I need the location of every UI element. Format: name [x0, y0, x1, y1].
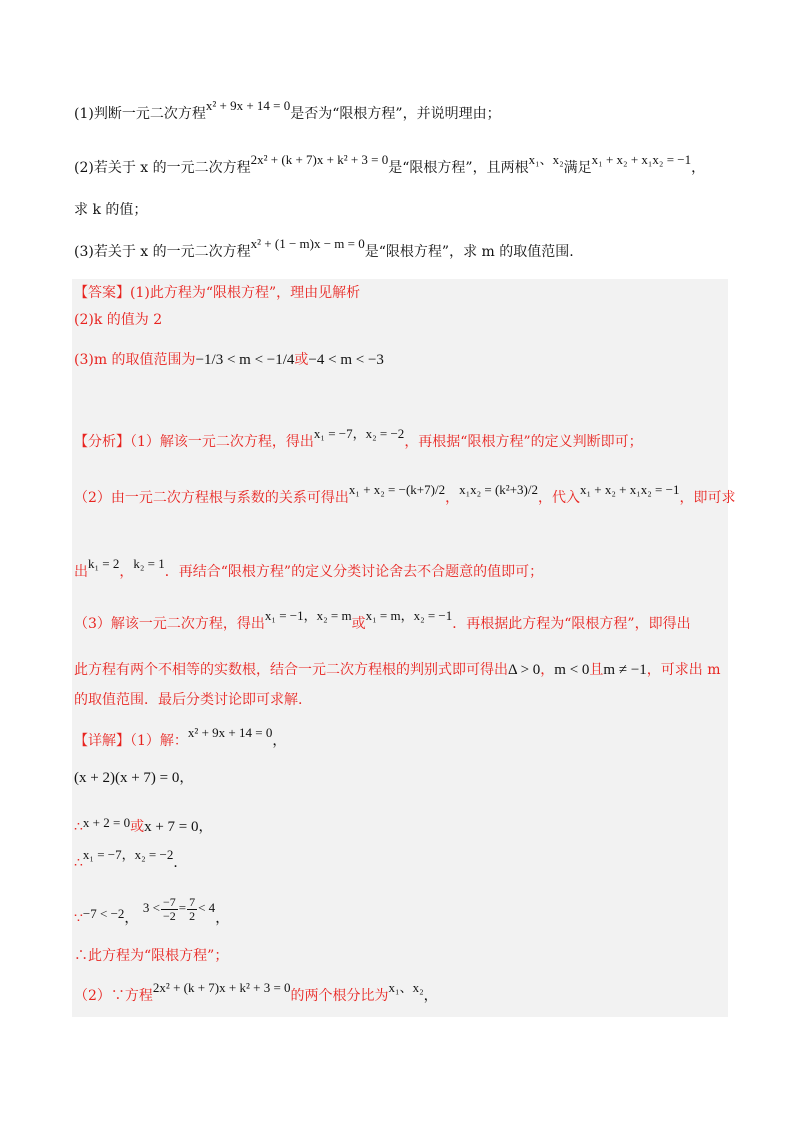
- math-equation: x² + (1 − m)x − m = 0: [250, 236, 365, 251]
- math-condition: x₁ + x₂ + x₁x₂ = −1: [591, 152, 692, 167]
- math-equation: x + 7 = 0: [144, 819, 199, 835]
- question-2: [74, 152, 740, 178]
- math-roots: x₁、x₂: [528, 152, 564, 167]
- analysis-2: [74, 482, 740, 508]
- analysis-text: ，: [445, 490, 460, 506]
- therefore-symbol: ∴: [74, 855, 83, 871]
- math-inequality: −4 < m < −3: [308, 352, 384, 368]
- math-inequality: −7 < −2: [82, 906, 125, 922]
- math-equation: x² + 9x + 14 = 0: [187, 725, 273, 740]
- analysis-3: [74, 556, 740, 582]
- analysis-6: 的取值范围．最后分类讨论即可求解.: [74, 692, 303, 708]
- detail-1: [74, 725, 740, 751]
- math-fraction-inequality: [142, 895, 216, 923]
- analysis-text: ，可求出 m: [646, 662, 721, 678]
- fraction: [161, 896, 178, 923]
- analysis-text: 出: [74, 564, 88, 580]
- question-text: (2)若关于 x 的一元二次方程: [74, 160, 251, 176]
- detail-text: 的两个根分比为: [290, 988, 389, 1004]
- detail-text: ．: [173, 855, 188, 871]
- answer-text: 或: [294, 352, 309, 368]
- question-3: [74, 236, 740, 262]
- analysis-1: [74, 426, 740, 452]
- math-roots: x₁ = −7，x₂ = −2: [313, 426, 405, 441]
- detail-2: [74, 768, 740, 788]
- analysis-text: 【分析】（1）解该一元二次方程，得出: [74, 434, 314, 450]
- analysis-text: ，即可求: [679, 490, 736, 506]
- detail-text: ，: [423, 988, 438, 1004]
- math-equation: x² + 9x + 14 = 0: [205, 98, 291, 113]
- math-factored: (x + 2)(x + 7) = 0: [74, 770, 180, 786]
- question-text: 是“限根方程”，求 m 的取值范围.: [364, 244, 574, 260]
- math-inequality: m ≠ −1: [603, 662, 647, 678]
- question-text: (3)若关于 x 的一元二次方程: [74, 244, 251, 260]
- question-2-continued: 求 k 的值；: [74, 202, 148, 218]
- math-roots: x₁ = −1，x₂ = m: [264, 608, 352, 623]
- math-equation: x + 2 = 0: [82, 815, 131, 830]
- math-value: k₂ = 1: [133, 556, 165, 571]
- question-text: 是“限根方程”，且两根: [388, 160, 529, 176]
- analysis-text: 此方程有两个不相等的实数根，结合一元二次方程根的判别式即可得出: [74, 662, 508, 678]
- answer-3: [74, 350, 740, 370]
- detail-text: ，: [124, 910, 139, 927]
- fraction-denominator: −2: [162, 909, 176, 923]
- fraction: [187, 896, 197, 923]
- analysis-text: ，代入: [537, 490, 580, 506]
- math-condition: x₁ + x₂ + x₁x₂ = −1: [579, 482, 680, 497]
- question-text: 满足: [563, 160, 592, 176]
- fraction-denominator: 2: [189, 909, 196, 923]
- math-discriminant: Δ > 0: [508, 662, 541, 678]
- question-text: 是否为“限根方程”，并说明理由；: [290, 106, 501, 122]
- analysis-text: ，再根据“限根方程”的定义判断即可；: [404, 434, 643, 450]
- analysis-text: ．再根据此方程为“限根方程”，即得出: [452, 616, 691, 632]
- analysis-5: [74, 660, 740, 680]
- math-product: x₁x₂ = (k²+3)/2: [459, 482, 538, 497]
- analysis-text: （3）解该一元二次方程，得出: [74, 616, 265, 632]
- detail-7: [74, 980, 740, 1006]
- math-equation: 2x² + (k + 7)x + k² + 3 = 0: [250, 152, 389, 167]
- question-1: [74, 98, 740, 124]
- analysis-text: ．再结合“限根方程”的定义分类讨论舍去不合题意的值即可；: [164, 564, 544, 580]
- fraction-numerator: 7: [189, 895, 196, 909]
- math-roots: x₁、x₂: [388, 980, 424, 995]
- therefore-symbol: ∴: [74, 819, 83, 835]
- analysis-text: ，: [119, 564, 134, 580]
- question-text: ，: [691, 160, 706, 176]
- answer-2: (2)k 的值为 2: [74, 312, 163, 328]
- analysis-text: 且: [589, 662, 604, 678]
- detail-6: ∴此方程为“限根方程”；: [74, 948, 229, 964]
- math-text: =: [178, 900, 187, 916]
- math-text: < 4: [198, 900, 216, 916]
- detail-text: （2）∵方程: [74, 988, 153, 1004]
- analysis-text: （2）由一元二次方程根与系数的关系可得出: [74, 490, 349, 506]
- analysis-text: ，: [540, 662, 555, 678]
- detail-text: ，: [215, 910, 230, 927]
- math-equation: 2x² + (k + 7)x + k² + 3 = 0: [152, 980, 291, 995]
- math-value: k₁ = 2: [88, 556, 120, 571]
- math-text: 3 <: [142, 900, 160, 916]
- math-roots: x₁ = −7，x₂ = −2: [82, 847, 174, 862]
- detail-text: 【详解】（1）解：: [74, 733, 188, 749]
- because-symbol: ∵: [74, 910, 83, 927]
- math-roots: x₁ = m，x₂ = −1: [365, 608, 453, 623]
- detail-4: [74, 847, 740, 873]
- detail-text: ，: [272, 733, 287, 749]
- answer-1: 【答案】(1)此方程为“限根方程”，理由见解析: [74, 285, 361, 301]
- detail-5: [74, 895, 740, 933]
- answer-text: (3)m 的取值范围为: [74, 352, 196, 368]
- math-inequality: −1/3 < m < −1/4: [195, 352, 295, 368]
- detail-text: ，: [198, 819, 213, 835]
- analysis-text: 或: [351, 616, 366, 632]
- detail-text: ，: [179, 770, 194, 786]
- math-sum: x₁ + x₂ = −(k+7)/2: [348, 482, 446, 497]
- analysis-4: [74, 608, 740, 634]
- detail-text: 或: [130, 819, 145, 835]
- fraction-numerator: −7: [162, 895, 176, 909]
- detail-3: [74, 817, 740, 837]
- question-text: (1)判断一元二次方程: [74, 106, 206, 122]
- math-inequality: m < 0: [554, 662, 590, 678]
